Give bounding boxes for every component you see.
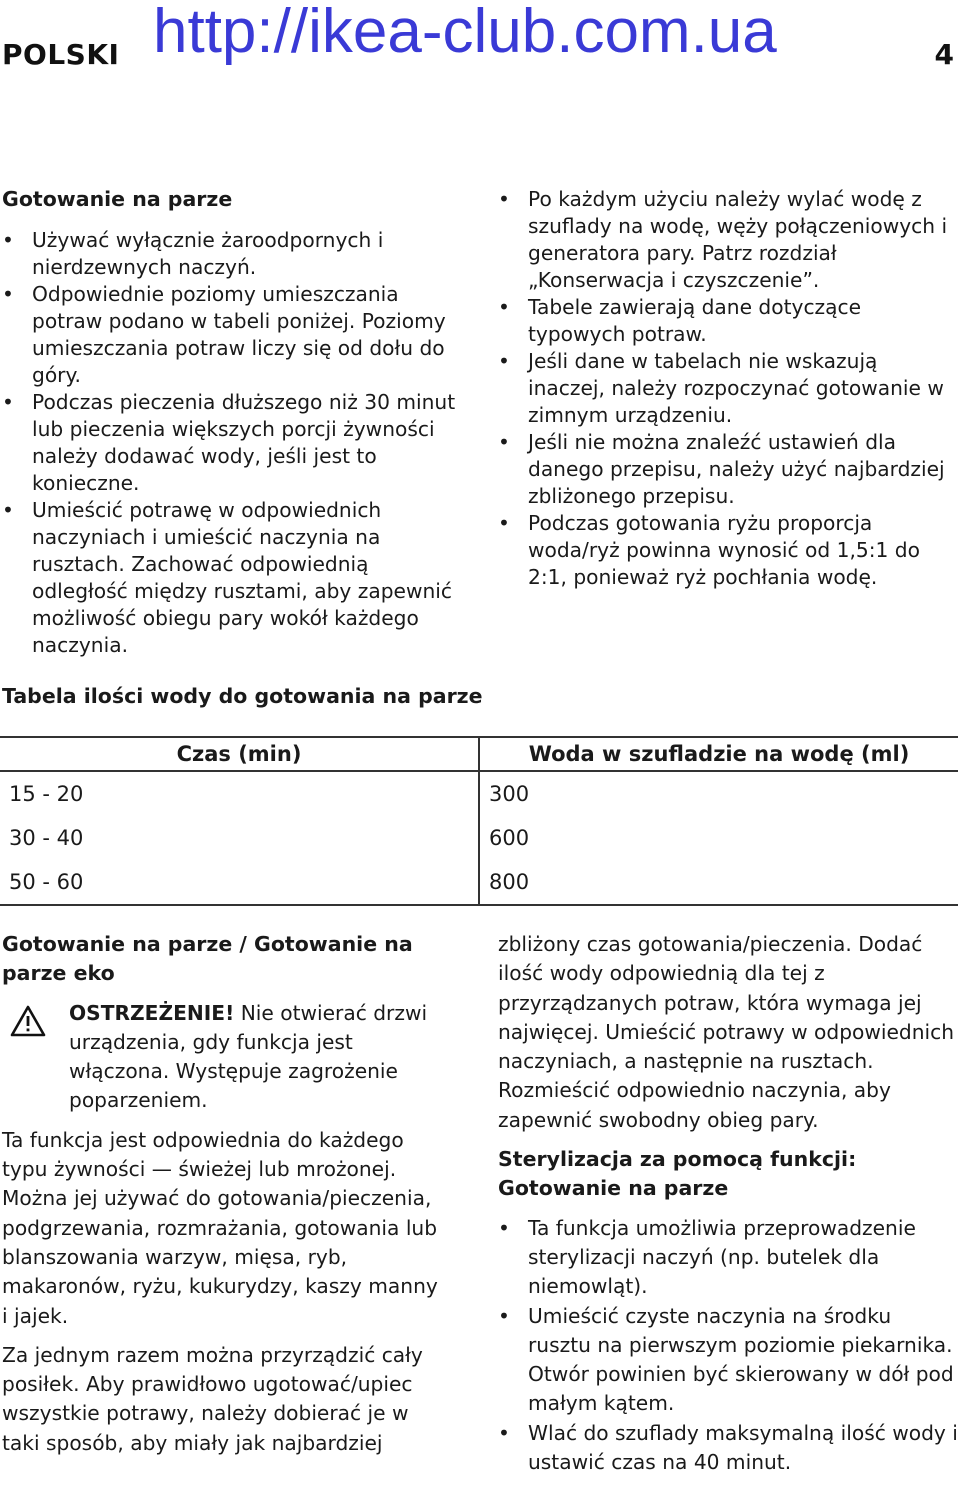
table-cell-water: 600: [479, 816, 958, 860]
list-item: • Tabele zawierają dane dotyczące typowych potraw.: [498, 294, 956, 348]
warning-box: [2, 999, 442, 1116]
sterilization-title: Sterylizacja za pomocą funkcji: Gotowanie na parze: [498, 1147, 857, 1201]
eco-paragraph-2-continued: zbliżony czas gotowania/pieczenia. Dodać ilość wody odpowiednią dla tej z przyrządzanych potraw, która wymaga jej najwięcej. Umieścić potrawy w odpowiednich naczyniach, a następnie na rusztach. Rozmieścić odpowiednio naczynia, aby zapewnić swobodny obieg pary.: [498, 932, 955, 1132]
steam-bullets-right: [498, 186, 956, 591]
eco-section-left: [2, 930, 442, 1458]
steam-section-title: Gotowanie na parze: [2, 187, 233, 211]
table-cell-water: 800: [479, 860, 958, 905]
table-cell-time: 15 - 20: [9, 782, 84, 806]
list-item: • Jeśli nie można znaleźć ustawień dla danego przepisu, należy użyć najbardziej zbliżonego przepisu.: [498, 429, 956, 510]
steam-section-right: [498, 186, 956, 591]
table-row: [0, 816, 958, 860]
warning-triangle-icon: [10, 1005, 46, 1037]
steam-bullets-left: [2, 227, 457, 659]
list-item: • Ta funkcja umożliwia przeprowadzenie sterylizacji naczyń (np. butelek dla niemowląt).: [498, 1214, 958, 1302]
list-item: • Podczas pieczenia dłuższego niż 30 minut lub pieczenia większych porcji żywności należy dodawać wody, jeśli jest to konieczne.: [2, 389, 457, 497]
water-table-title: Tabela ilości wody do gotowania na parze: [2, 684, 483, 708]
list-item: • Jeśli dane w tabelach nie wskazują inaczej, należy rozpoczynać gotowanie w zimnym urządzeniu.: [498, 348, 956, 429]
table-header-row: [0, 737, 958, 771]
table-header-water: Woda w szufladzie na wodę (ml): [479, 737, 958, 771]
warning-text: [69, 999, 442, 1116]
water-table: [0, 736, 958, 906]
eco-section-right: [498, 930, 958, 1477]
sterilization-bullets: [498, 1214, 958, 1478]
list-item: • Wlać do szuflady maksymalną ilość wody i ustawić czas na 40 minut.: [498, 1419, 958, 1478]
list-item: • Używać wyłącznie żaroodpornych i nierdzewnych naczyń.: [2, 227, 457, 281]
table-header-time: Czas (min): [0, 737, 479, 771]
table-row: [0, 771, 958, 816]
list-item: • Umieścić potrawę w odpowiednich naczyniach i umieścić naczynia na rusztach. Zachować odpowiednią odległość między rusztami, aby zapewnić możliwość obiegu pary wokół każdego naczynia.: [2, 497, 457, 659]
table-cell-water: 300: [479, 771, 958, 816]
table-cell-time: 50 - 60: [0, 860, 479, 905]
list-item: • Umieścić czyste naczynia na środku rusztu na pierwszym poziomie piekarnika. Otwór powinien być skierowany w dół pod małym kątem.: [498, 1302, 958, 1419]
list-item: • Po każdym użyciu należy wylać wodę z szuflady na wodę, węży połączeniowych i generatora pary. Patrz rozdział „Konserwacja i czyszczenie”.: [498, 186, 956, 294]
list-item: • Odpowiednie poziomy umieszczania potraw podano w tabeli poniżej. Poziomy umieszczania potraw liczy się od dołu do góry.: [2, 281, 457, 389]
page-number: 4: [934, 38, 954, 71]
header-language: POLSKI: [2, 38, 120, 71]
header-url-watermark[interactable]: http://ikea-club.com.ua: [153, 0, 777, 66]
eco-paragraph-1: Ta funkcja jest odpowiednia do każdego typu żywności — świeżej lub mrożonej. Można jej używać do gotowania/pieczenia, podgrzewania, rozmrażania, gotowania lub blanszowania warzyw, mięsa, ryb, makaronów, ryżu, kukurydzy, kaszy manny i jajek.: [2, 1127, 438, 1328]
eco-section-title: Gotowanie na parze / Gotowanie na parze eko: [2, 932, 413, 986]
eco-paragraph-2: Za jednym razem można przyrządzić cały posiłek. Aby prawidłowo ugotować/upiec wszystkie potrawy, należy dobierać je w taki sposób, aby miały jak najbardziej: [2, 1342, 423, 1455]
table-cell-time: 30 - 40: [9, 826, 84, 850]
list-item: • Podczas gotowania ryżu proporcja woda/ryż powinna wynosić od 1,5:1 do 2:1, ponieważ ryż pochłania wodę.: [498, 510, 956, 591]
steam-section-left: [2, 186, 457, 659]
warning-body: Nie otwierać drzwi urządzenia, gdy funkcja jest włączona. Występuje zagrożenie poparzeniem.: [69, 1000, 428, 1113]
table-row: [0, 860, 958, 905]
warning-label: OSTRZEŻENIE!: [69, 1000, 235, 1025]
